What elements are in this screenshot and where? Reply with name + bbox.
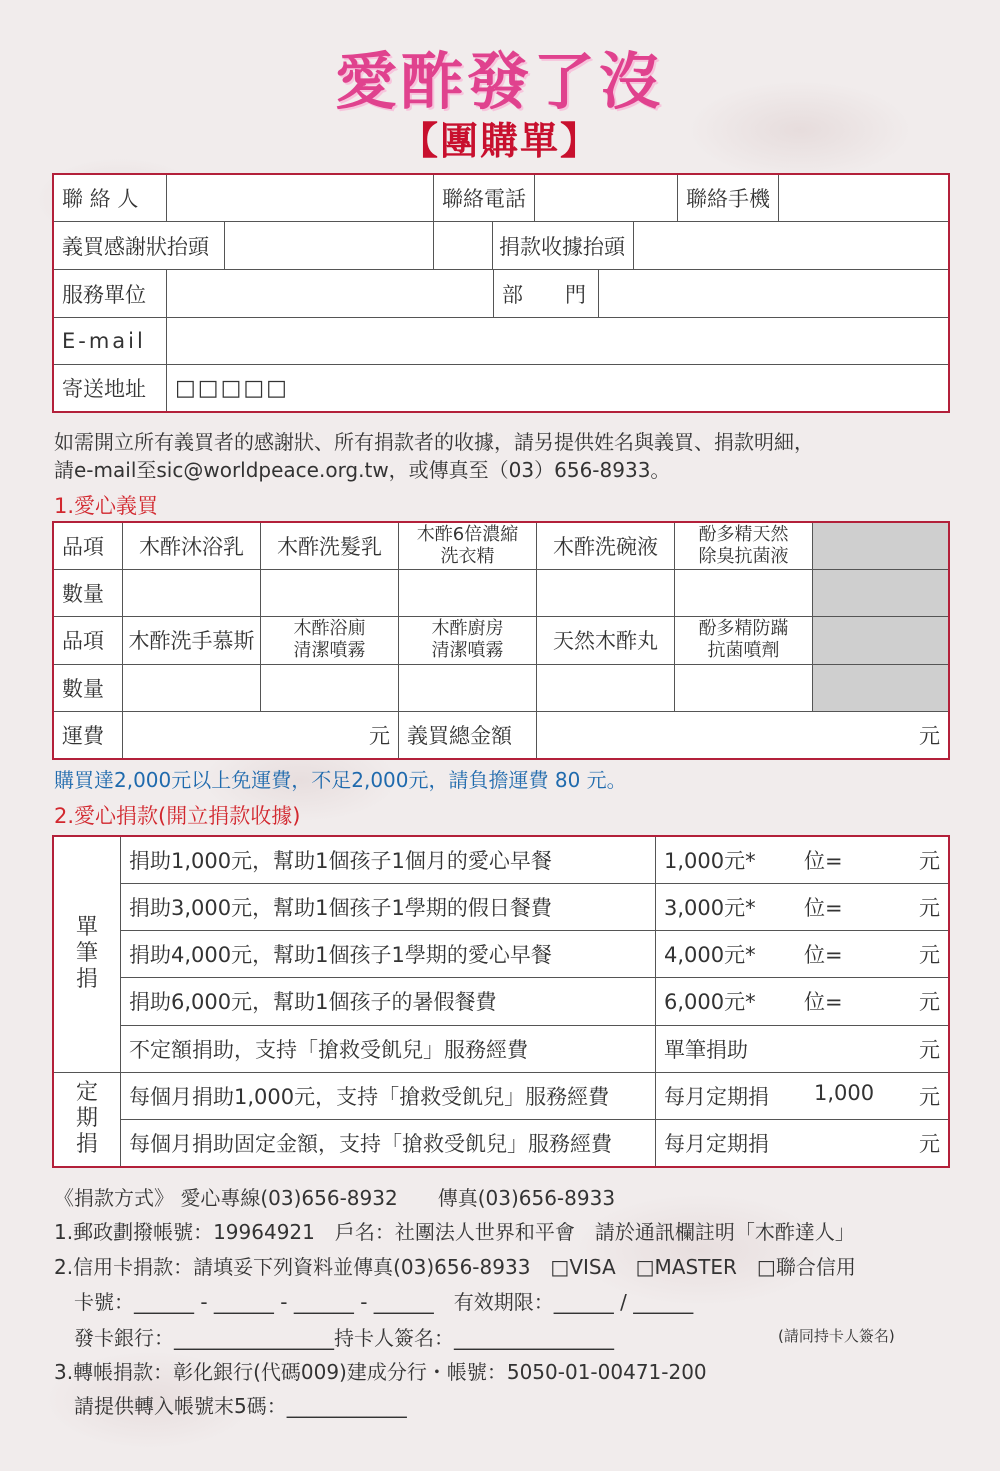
qty-field[interactable] <box>261 570 399 617</box>
single-donation-label: 單 筆 捐 <box>54 837 121 1073</box>
donation-desc: 捐助3,000元，幫助1個孩子1學期的假日餐費 <box>121 884 656 931</box>
item-cell: 酚多精防蹣 抗菌噴劑 <box>675 617 813 664</box>
donation-yuan: 元 <box>919 990 940 1015</box>
donation-yuan: 元 <box>919 1084 940 1109</box>
contact-field[interactable] <box>167 175 434 222</box>
donation-amount-field[interactable] <box>656 978 949 1025</box>
donation-amount: 6,000元* <box>664 990 756 1015</box>
page-title: 愛酢發了沒 <box>334 45 665 118</box>
account-last5-line[interactable]: 請提供轉入帳號末5碼：____________ <box>74 1394 407 1418</box>
donation-label: 單筆捐助 <box>664 1037 748 1062</box>
qty-field[interactable] <box>123 570 261 617</box>
item-cell: 木酢洗碗液 <box>537 523 675 570</box>
credit-card-info[interactable]: 2.信用卡捐款：請填妥下列資料並傳真(03)656-8933 □VISA □MASTER □聯合信用 <box>54 1255 856 1279</box>
donation-unit: 位= <box>804 943 843 968</box>
notice-line-1: 如需開立所有義買者的感謝狀、所有捐款者的收據，請另提供姓名與義買、捐款明細， <box>54 430 814 454</box>
donation-yuan: 元 <box>919 896 940 921</box>
donation-amount-field[interactable] <box>656 884 949 931</box>
phone-field[interactable] <box>535 175 678 222</box>
qty-field[interactable] <box>537 570 675 617</box>
email-field[interactable] <box>167 318 949 365</box>
bank-signature-line[interactable]: 發卡銀行：________________持卡人簽名：________________ <box>74 1326 614 1350</box>
blank-gray-cell <box>813 570 949 617</box>
purchase-heading: 1.愛心義買 <box>54 494 159 518</box>
bank-transfer-info: 3.轉帳捐款：彰化銀行(代碼009)建成分行・帳號：5050-01-00471-200 <box>54 1360 707 1384</box>
unit-field[interactable] <box>167 270 493 317</box>
donation-unit: 位= <box>804 990 843 1015</box>
qty-field[interactable] <box>123 664 261 711</box>
shipping-label: 運費 <box>54 711 123 758</box>
card-number-line[interactable]: 卡號：______ - ______ - ______ - ______ 有效期限：______ / ______ <box>74 1290 694 1314</box>
dept-field[interactable] <box>599 270 948 317</box>
blank-gray-cell <box>813 664 949 711</box>
contact-info-table <box>53 174 949 412</box>
page-subtitle: 【團購單】 <box>399 119 600 163</box>
qty-field[interactable] <box>675 664 813 711</box>
donation-amount-field[interactable] <box>656 1072 949 1119</box>
qty-field[interactable] <box>537 664 675 711</box>
item-cell: 木酢沐浴乳 <box>123 523 261 570</box>
donation-label: 每月定期捐 <box>664 1084 769 1109</box>
postal-transfer-info: 1.郵政劃撥帳號：19964921 戶名：社團法人世界和平會 請於通訊欄註明「木酢達人」 <box>54 1220 855 1244</box>
item-cell: 木酢浴廁 清潔噴霧 <box>261 617 399 664</box>
donation-amount: 1,000元* <box>664 849 756 874</box>
qty-field[interactable] <box>261 664 399 711</box>
cert-title-label: 義買感謝狀抬頭 <box>54 222 225 269</box>
donation-desc: 捐助4,000元，幫助1個孩子1學期的愛心早餐 <box>121 931 656 978</box>
donation-desc: 捐助1,000元，幫助1個孩子1個月的愛心早餐 <box>121 837 656 884</box>
unit-label: 服務單位 <box>54 270 167 318</box>
item-cell: 木酢洗髮乳 <box>261 523 399 570</box>
donation-yuan: 元 <box>919 849 940 874</box>
email-label: E-mail <box>54 318 167 365</box>
phone-label: 聯絡電話 <box>434 175 535 222</box>
donation-yuan: 元 <box>919 1131 940 1156</box>
donation-yuan: 元 <box>919 1037 940 1062</box>
blank-gray-cell <box>813 523 949 570</box>
signature-note: (請同持卡人簽名) <box>778 1327 895 1345</box>
donation-amount-field[interactable] <box>656 837 949 884</box>
donation-desc: 每個月捐助固定金額，支持「搶救受飢兒」服務經費 <box>121 1119 656 1166</box>
item-cell: 木酢洗手慕斯 <box>123 617 261 664</box>
donation-table <box>53 836 949 1167</box>
dept-label: 部 門 <box>493 270 599 317</box>
donation-amount: 4,000元* <box>664 943 756 968</box>
item-cell: 天然木酢丸 <box>537 617 675 664</box>
donation-desc: 每個月捐助1,000元，支持「搶救受飢兒」服務經費 <box>121 1072 656 1119</box>
payment-methods-title: 《捐款方式》 愛心專線(03)656-8932 傳真(03)656-8933 <box>54 1186 616 1210</box>
address-field[interactable]: □□□□□ <box>167 365 949 412</box>
item-cell: 木酢6倍濃縮 洗衣精 <box>399 523 537 570</box>
cert-title-field[interactable] <box>225 222 433 269</box>
item-label: 品項 <box>54 523 123 570</box>
total-field[interactable]: 元 <box>537 711 949 758</box>
donation-amount-field[interactable] <box>656 1025 949 1072</box>
item-cell: 木酢廚房 清潔噴霧 <box>399 617 537 664</box>
shipping-note: 購買達2,000元以上免運費，不足2,000元，請負擔運費 80 元。 <box>54 768 627 792</box>
donation-unit: 位= <box>804 849 843 874</box>
qty-field[interactable] <box>399 664 537 711</box>
qty-field[interactable] <box>399 570 537 617</box>
donation-unit: 位= <box>804 896 843 921</box>
donation-label: 每月定期捐 <box>664 1131 769 1156</box>
donation-amount-field[interactable] <box>656 931 949 978</box>
donation-heading: 2.愛心捐款(開立捐款收據) <box>54 804 301 828</box>
qty-field[interactable] <box>675 570 813 617</box>
blank-gray-cell <box>813 617 949 664</box>
item-cell: 酚多精天然 除臭抗菌液 <box>675 523 813 570</box>
receipt-title-field[interactable] <box>634 222 948 269</box>
mobile-label: 聯絡手機 <box>678 175 779 222</box>
monthly-donation-label: 定 期 捐 <box>54 1072 121 1166</box>
purchase-table <box>53 522 949 759</box>
donation-desc: 捐助6,000元，幫助1個孩子的暑假餐費 <box>121 978 656 1025</box>
donation-value: 1,000 <box>814 1080 875 1105</box>
donation-amount-field[interactable] <box>656 1119 949 1166</box>
item-label: 品項 <box>54 617 123 664</box>
donation-yuan: 元 <box>919 943 940 968</box>
address-label: 寄送地址 <box>54 365 167 412</box>
donation-amount: 3,000元* <box>664 896 756 921</box>
shipping-field[interactable]: 元 <box>123 711 399 758</box>
mobile-field[interactable] <box>779 175 949 222</box>
receipt-title-label: 捐款收據抬頭 <box>492 222 634 269</box>
notice-line-2: 請e-mail至sic@worldpeace.org.tw，或傳真至（03）656-8933。 <box>54 458 671 482</box>
qty-label: 數量 <box>54 570 123 617</box>
total-label: 義買總金額 <box>399 711 537 758</box>
contact-label: 聯 絡 人 <box>54 175 167 222</box>
qty-label: 數量 <box>54 664 123 711</box>
donation-desc: 不定額捐助，支持「搶救受飢兒」服務經費 <box>121 1025 656 1072</box>
